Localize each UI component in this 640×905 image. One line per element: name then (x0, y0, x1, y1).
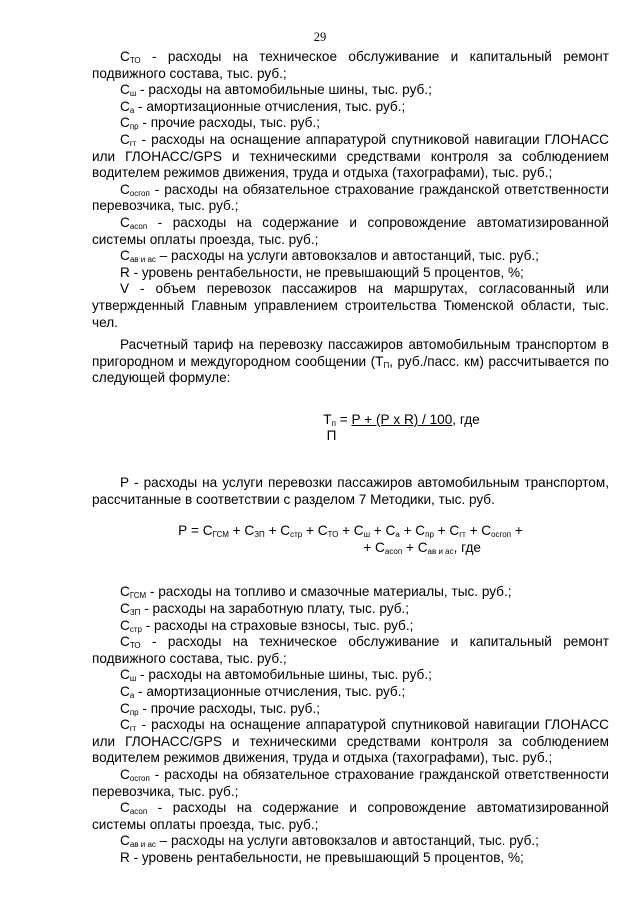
variable-symbol: С (120, 800, 130, 816)
definition-text: R - уровень рентабельности, не превышающий 5 процентов, %; (120, 264, 524, 280)
definition-text: - расходы на страховые взносы, тыс. руб.; (141, 617, 414, 633)
definition-item (92, 634, 609, 667)
definition-text: - амортизационные отчисления, тыс. руб.; (134, 684, 406, 699)
variable-symbol: С (120, 181, 130, 197)
formula-denominator: П (326, 428, 337, 444)
definition-text: - расходы на содержание и сопровождение автоматизированной системы оплаты проезда, тыс. руб.; (92, 214, 609, 247)
expenses-formula-line-2: + $С_{асоп} + С_{ав и ас}$, где (363, 539, 481, 556)
definition-text: - расходы на обязательное страхование гражданской ответственности перевозчика, тыс. руб.; (92, 181, 609, 214)
variable-symbol: С (120, 684, 130, 699)
formula-lhs: $Т_п$ (323, 411, 336, 428)
variable-symbol: С (120, 214, 130, 230)
variable-symbol: С (120, 131, 130, 147)
document-body (92, 49, 609, 867)
variable-symbol: С (120, 667, 130, 683)
variable-symbol: С (120, 49, 130, 64)
definition-item (92, 132, 609, 182)
variable-symbol: С (120, 634, 130, 650)
definition-text: – расходы на услуги автовокзалов и автостанций, тыс. руб.; (155, 248, 539, 264)
variable-symbol: С (120, 98, 130, 114)
definition-text: V - объем перевозок пассажиров на маршрутах, согласованный или утвержденный Главным управлением строительства Тюменской области, тыс. чел. (92, 281, 609, 330)
definition-text: - прочие расходы, тыс. руб.; (138, 700, 321, 716)
definition-text: - расходы на автомобильные шины, тыс. руб.; (136, 667, 432, 683)
variable-subscript: гт (129, 138, 137, 148)
definition-item (92, 49, 609, 82)
definition-item (92, 833, 609, 850)
variable-symbol: С (120, 115, 130, 131)
variable-symbol: С (120, 766, 130, 782)
definition-text: - амортизационные отчисления, тыс. руб.; (134, 98, 406, 114)
definition-text: - расходы на топливо и смазочные материалы, тыс. руб.; (146, 584, 512, 600)
variable-symbol: С (120, 248, 130, 264)
definition-item (92, 717, 609, 767)
variable-symbol: С (120, 601, 130, 617)
definition-item (92, 248, 609, 265)
definition-item (92, 601, 609, 618)
intro-subscript: П (383, 360, 390, 370)
expenses-definition-paragraph: Р - расходы на услуги перевозки пассажиров автомобильным транспортом, рассчитанные в соответствии с разделом 7 Методики, тыс. руб. (92, 475, 609, 507)
variable-subscript: стр (129, 624, 142, 634)
definition-item (92, 215, 609, 248)
variable-subscript: гт (129, 724, 137, 734)
definition-item (92, 584, 609, 601)
definition-item (92, 99, 609, 116)
definition-item (92, 850, 609, 867)
variable-subscript: а (129, 105, 135, 115)
intro-text-before: Расчетный тариф на перевозку пассажиров автомобильным транспортом в пригородном и междугородном сообщении (Т (92, 337, 609, 369)
definition-item (92, 182, 609, 215)
definition-item (92, 265, 609, 282)
page-number: 29 (313, 30, 327, 44)
variable-symbol: С (120, 617, 130, 633)
variable-symbol: С (120, 700, 130, 716)
definition-text: - расходы на заработную плату, тыс. руб.; (140, 601, 410, 617)
definition-text: - прочие расходы, тыс. руб.; (138, 115, 321, 131)
definition-item (92, 800, 609, 833)
variable-subscript: ш (129, 89, 137, 99)
variable-subscript: асоп (129, 807, 148, 817)
variable-subscript: пр (129, 122, 139, 132)
definition-item (92, 281, 609, 331)
variable-subscript: ТО (129, 641, 141, 651)
variable-subscript: ав и ас (129, 840, 156, 850)
definition-text: - расходы на оснащение аппаратурой спутниковой навигации ГЛОНАСС или ГЛОНАСС/GPS и техническими средствами контроля за соблюдением водителем режимов движения, труда и отдыха (тахографами), тыс. руб.; (92, 131, 609, 181)
variable-symbol: С (120, 717, 130, 733)
definition-text: - расходы на обязательное страхование гражданской ответственности перевозчика, тыс. руб.; (92, 766, 609, 799)
definition-text: R - уровень рентабельности, не превышающий 5 процентов, %; (120, 849, 524, 865)
definition-item (92, 82, 609, 99)
definition-text: - расходы на автомобильные шины, тыс. руб.; (136, 82, 432, 98)
formula-suffix: , где (452, 411, 480, 427)
definition-text: - расходы на оснащение аппаратурой спутниковой навигации ГЛОНАСС или ГЛОНАСС/GPS и техническими средствами контроля за соблюдением водителем режимов движения, труда и отдыха (тахографами), тыс. руб.; (92, 717, 609, 766)
definition-item (92, 767, 609, 800)
definition-text: - расходы на техническое обслуживание и капитальный ремонт подвижного состава, тыс. руб.; (92, 49, 609, 81)
expenses-formula (92, 523, 609, 556)
variable-subscript: ш (129, 674, 137, 684)
definition-item (92, 115, 609, 132)
definition-item (92, 684, 609, 701)
variable-subscript: осгоп (129, 773, 150, 783)
variable-subscript: ГСМ (129, 591, 147, 601)
variable-symbol: С (120, 82, 130, 98)
tariff-intro-paragraph (92, 337, 609, 387)
variable-subscript: ЗП (129, 608, 141, 618)
variable-definitions-list-1 (92, 49, 609, 331)
definition-text: - расходы на содержание и сопровождение автоматизированной системы оплаты проезда, тыс. руб.; (92, 800, 609, 832)
intro-text-after: , руб./пасс. км) рассчитывается по следующей формуле: (92, 353, 609, 386)
definition-item (92, 667, 609, 684)
expenses-formula-line-1: $Р = С_{ГСМ} + С_{ЗП} + С_{стр} + С_{ТО} + С_ш + С_а + С_{пр} + С_{гт} + С_{осгоп}$ + (178, 523, 523, 540)
variable-subscript: пр (129, 707, 139, 717)
definition-item (92, 618, 609, 635)
variable-subscript: ТО (129, 56, 141, 65)
definition-item (92, 701, 609, 718)
tariff-formula (194, 412, 609, 445)
variable-subscript: асоп (129, 221, 148, 231)
definition-text: – расходы на услуги автовокзалов и автостанций, тыс. руб.; (155, 833, 539, 849)
definition-text: - расходы на техническое обслуживание и капитальный ремонт подвижного состава, тыс. руб.; (92, 634, 609, 666)
variable-definitions-list-2 (92, 584, 609, 866)
variable-subscript: а (129, 691, 135, 700)
variable-subscript: ав и ас (129, 255, 156, 265)
formula-numerator: Р + (Р х R) / 100 (351, 411, 453, 427)
variable-symbol: С (120, 833, 130, 849)
variable-symbol: С (120, 584, 130, 600)
formula-equals: = (335, 411, 352, 427)
variable-subscript: осгоп (129, 188, 150, 198)
